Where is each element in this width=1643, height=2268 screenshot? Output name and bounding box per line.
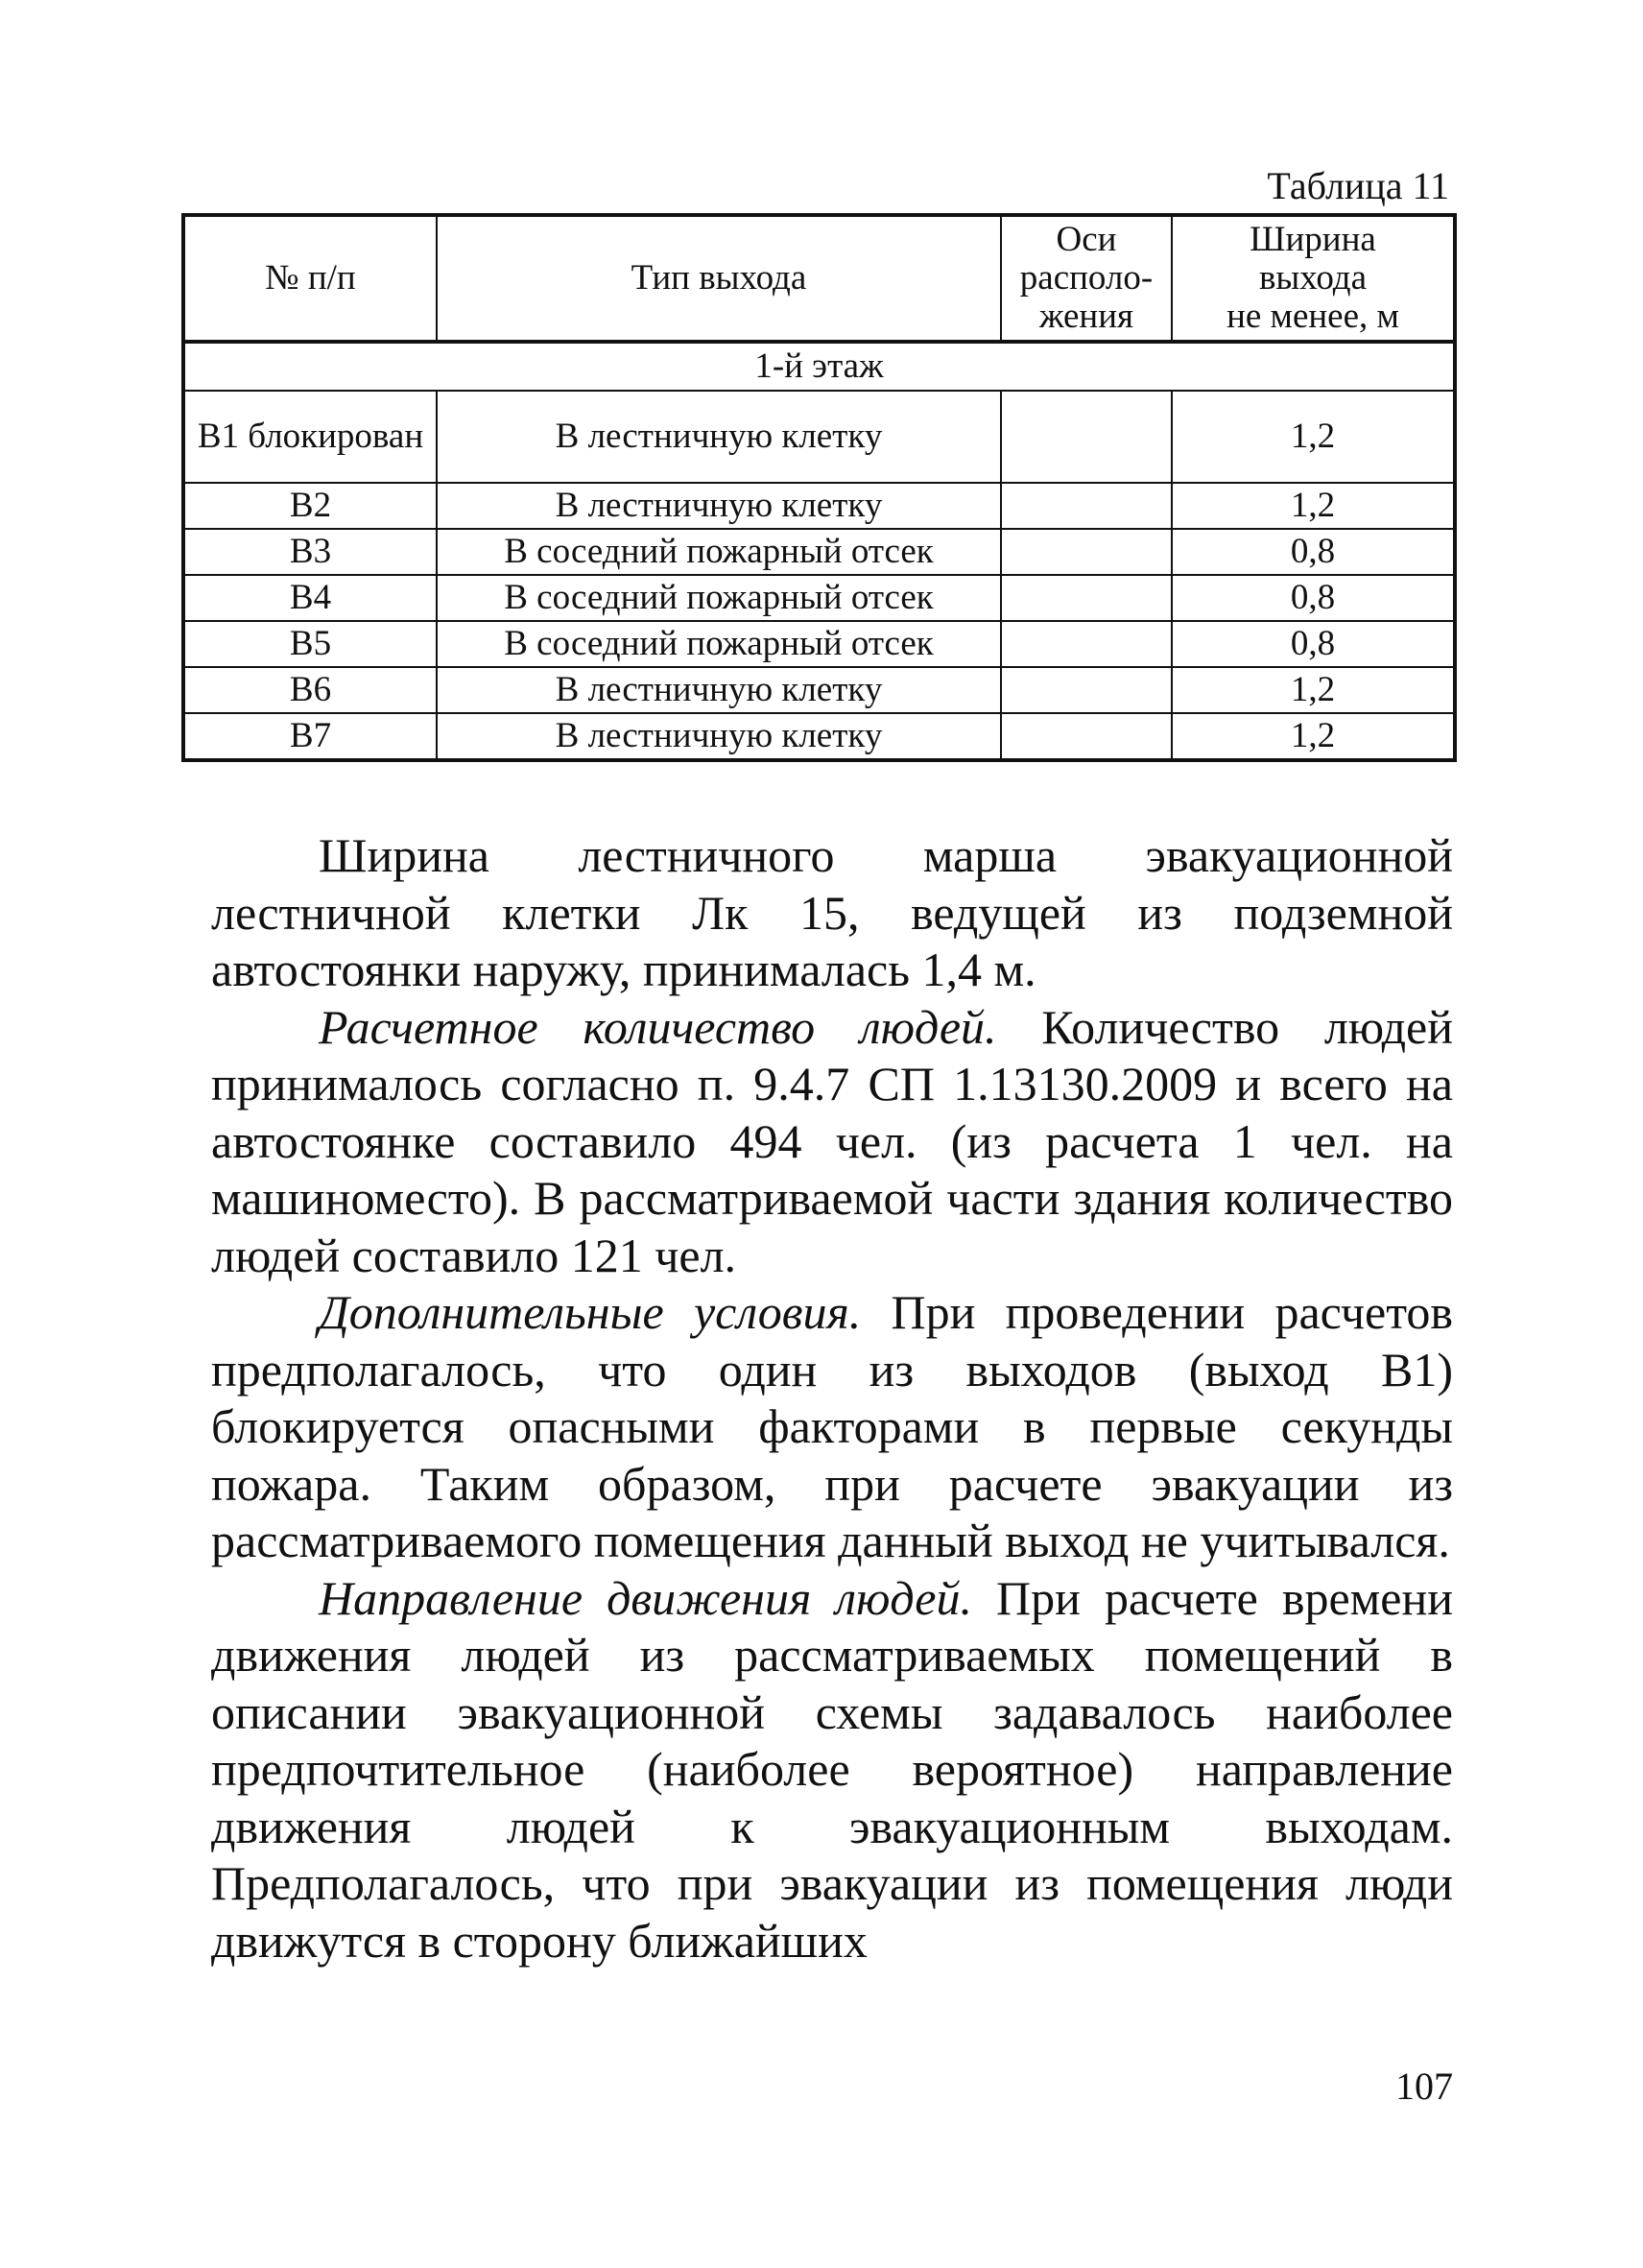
cell-width: 0,8 bbox=[1172, 575, 1455, 621]
cell-num: В7 bbox=[183, 713, 437, 760]
body-text bbox=[211, 827, 1453, 1970]
cell-num: В6 bbox=[183, 667, 437, 713]
paragraph-2-lead: Расчетное количество людей. bbox=[319, 999, 997, 1054]
header-type: Тип выхода bbox=[437, 215, 1001, 342]
cell-type: В лестничную клетку bbox=[437, 483, 1001, 529]
cell-type: В лестничную клетку bbox=[437, 713, 1001, 760]
cell-axes bbox=[1001, 483, 1172, 529]
paragraph-4-text: При расчете времени движения людей из рассматриваемых помещений в описании эвакуационной схемы задавалось наиболее предпочтительное (наиболее вероятное) направление движения людей к эвакуационным выходам. Предполагалось, что при эвакуации из помещения люди движутся в сторону ближайших bbox=[211, 1570, 1454, 1968]
cell-num: В5 bbox=[183, 621, 437, 667]
table-row bbox=[183, 667, 1455, 713]
cell-num: В1 блокирован bbox=[183, 391, 437, 483]
cell-width: 0,8 bbox=[1172, 529, 1455, 575]
cell-num: В4 bbox=[183, 575, 437, 621]
header-width: Ширина выхода не менее, м bbox=[1172, 215, 1455, 342]
table-row bbox=[183, 621, 1455, 667]
table-row bbox=[183, 483, 1455, 529]
table-row bbox=[183, 529, 1455, 575]
cell-type: В лестничную клетку bbox=[437, 667, 1001, 713]
header-axes: Оси располо- жения bbox=[1001, 215, 1172, 342]
page-number: 107 bbox=[1395, 2065, 1453, 2108]
cell-type: В соседний пожарный отсек bbox=[437, 529, 1001, 575]
cell-type: В лестничную клетку bbox=[437, 391, 1001, 483]
paragraph-2 bbox=[211, 999, 1453, 1285]
cell-type: В соседний пожарный отсек bbox=[437, 621, 1001, 667]
table-row bbox=[183, 575, 1455, 621]
cell-type: В соседний пожарный отсек bbox=[437, 575, 1001, 621]
cell-width: 1,2 bbox=[1172, 667, 1455, 713]
cell-axes bbox=[1001, 667, 1172, 713]
cell-width: 1,2 bbox=[1172, 483, 1455, 529]
section-title: 1-й этаж bbox=[183, 342, 1455, 391]
table-row bbox=[183, 391, 1455, 483]
paragraph-4 bbox=[211, 1570, 1453, 1970]
paragraph-3-lead: Дополнительные условия. bbox=[319, 1285, 862, 1339]
cell-axes bbox=[1001, 391, 1172, 483]
cell-axes bbox=[1001, 713, 1172, 760]
cell-axes bbox=[1001, 529, 1172, 575]
header-num: № п/п bbox=[183, 215, 437, 342]
cell-num: В2 bbox=[183, 483, 437, 529]
table-header-row bbox=[183, 215, 1455, 342]
paragraph-4-lead: Направление движения людей. bbox=[319, 1570, 972, 1625]
paragraph-3 bbox=[211, 1284, 1453, 1570]
exits-table bbox=[181, 213, 1457, 762]
section-row bbox=[183, 342, 1455, 391]
paragraph-1-text: Ширина лестничного марша эвакуационной лестничной клетки Лк 15, ведущей из подземной автостоянки наружу, принималась 1,4 м. bbox=[211, 828, 1453, 996]
cell-axes bbox=[1001, 575, 1172, 621]
cell-width: 1,2 bbox=[1172, 391, 1455, 483]
paragraph-1 bbox=[211, 827, 1453, 999]
cell-width: 0,8 bbox=[1172, 621, 1455, 667]
table-caption: Таблица 11 bbox=[1267, 164, 1449, 207]
table-row bbox=[183, 713, 1455, 760]
cell-num: В3 bbox=[183, 529, 437, 575]
paragraph-3-text: При проведении расчетов предполагалось, что один из выходов (выход В1) блокируется опасными факторами в первые секунды пожара. Таким образом, при расчете эвакуации из рассматриваемого помещения данный выход не учитывался. bbox=[211, 1285, 1453, 1567]
cell-width: 1,2 bbox=[1172, 713, 1455, 760]
paragraph-2-text: Количество людей принималось согласно п. 9.4.7 СП 1.13130.2009 и всего на автостоянке составило 494 чел. (из расчета 1 чел. на машиноместо). В рассматриваемой части здания количество людей составило 121 чел. bbox=[211, 999, 1453, 1282]
cell-axes bbox=[1001, 621, 1172, 667]
